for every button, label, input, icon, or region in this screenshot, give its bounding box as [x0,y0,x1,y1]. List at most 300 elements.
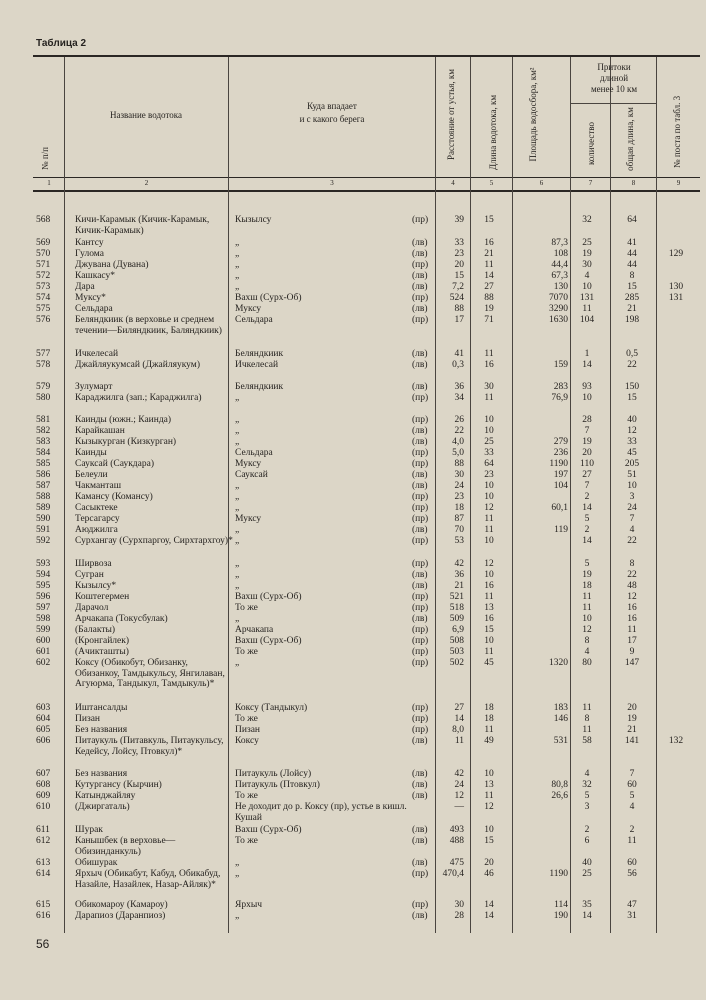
cell-n: 579 [36,382,51,392]
cell-tot: 8 [629,271,635,281]
column-number: 1 [47,179,51,187]
cell-dist: 30 [454,900,464,910]
cell-dist: — [454,802,464,812]
cell-tot: 60 [627,858,637,868]
cell-cnt: 131 [579,293,595,303]
cell-n: 585 [36,459,51,469]
header-mouth-line1: Куда впадает [307,101,357,111]
cell-name: Дарапиоз (Даранпиоз) [75,911,166,921]
cell-name: Камансу (Комансу) [75,492,153,502]
cell-cnt: 11 [582,592,592,602]
header-length: Длина водотока, км [488,94,498,170]
cell-bank: (пр) [412,514,429,524]
cell-name: Каинды [75,448,107,458]
cell-dist: 0,3 [452,360,464,370]
cell-bank: (пр) [412,725,429,735]
cell-name: Белеули [75,470,108,480]
cell-name: Кутургансу (Кырчин) [75,780,162,790]
cell-name: Сасыктеке [75,503,118,513]
cell-n: 586 [36,470,51,480]
cell-cnt: 25 [582,238,592,248]
cell-name: Карайкашан [75,426,125,436]
cell-area: 44,4 [551,260,568,270]
cell-dist: 87 [454,514,464,524]
cell-len: 14 [484,271,494,281]
cell-cnt: 40 [582,858,592,868]
column-number: 8 [631,179,636,187]
cell-n: 575 [36,304,51,314]
cell-name: Кашкасу* [75,271,116,281]
cell-bank: (пр) [412,559,429,569]
cell-into: „ [235,393,240,403]
cell-tot: 4 [629,802,635,812]
cell-tot: 205 [624,459,640,469]
cell-area: 130 [553,282,568,292]
cell-area: 3290 [549,304,568,314]
cell-name: Каинды (южн.; Каинда) [75,415,172,425]
cell-cnt: 5 [584,514,590,524]
cell-dist: 70 [454,525,464,535]
cell-len: 11 [484,349,494,359]
cell-bank: (лв) [412,614,428,624]
cell-len: 14 [484,911,494,921]
cell-into: „ [235,282,240,292]
cell-len: 88 [484,293,494,303]
column-divider [512,57,513,933]
cell-cnt: 7 [584,481,590,491]
cell-tot: 47 [627,900,637,910]
cell-name: Арчакапа (Токусбулак) [75,614,168,624]
cell-name: Сурхангау (Сурхпаргоу, Сирхтархгоу)* [75,536,233,546]
header-post-number: № поста по табл. 3 [672,95,682,168]
cell-tot: 147 [624,658,640,668]
cell-n: 594 [36,570,51,580]
column-divider [610,57,611,933]
header-mouth-line2: и с какого берега [299,114,365,124]
cell-bank: (лв) [412,304,428,314]
cell-cnt: 110 [580,459,594,469]
cell-dist: 475 [449,858,464,868]
cell-name: (Джиргаталь) [75,802,130,812]
cell-cnt: 2 [584,492,590,502]
cell-tot: 22 [627,570,637,580]
cell-area: 531 [553,736,568,746]
cell-len: 11 [484,791,494,801]
cell-into: „ [235,570,240,580]
cell-bank: (пр) [412,703,429,713]
column-divider [570,57,571,933]
cell-cnt: 25 [582,869,592,879]
cell-bank: (пр) [412,869,429,879]
cell-n: 598 [36,614,51,624]
cell-into: „ [235,437,240,447]
cell-bank: (пр) [412,459,429,469]
cell-into: Коксу (Тандыкул) [235,703,308,713]
cell-bank: (лв) [412,825,428,835]
cell-len: 30 [484,382,494,392]
cell-tot: 17 [627,636,637,646]
cell-dist: 34 [454,393,464,403]
cell-cnt: 11 [582,725,592,735]
cell-into: Сауксай [235,470,268,480]
cell-cnt: 32 [582,780,592,790]
cell-bank: (лв) [412,791,428,801]
cell-area: 197 [553,470,568,480]
cell-name: Пизан [75,714,100,724]
cell-post: 131 [668,293,684,303]
column-number: 3 [330,179,334,187]
cell-bank: (лв) [412,437,428,447]
cell-dist: 8,0 [452,725,464,735]
cell-cnt: 8 [584,714,590,724]
cell-name: Ярхыч (Обикабут, Кабуд, Обикабуд, Назайле, Назайлек, Назар-Айляк)* [75,869,221,890]
header-name: Название водотока [110,110,182,120]
cell-tot: 3 [629,492,635,502]
cell-into: „ [235,614,240,624]
cell-len: 45 [484,658,494,668]
cell-n: 590 [36,514,51,524]
cell-tot: 45 [627,448,637,458]
cell-into: Беляндкиик [235,382,284,392]
cell-n: 589 [36,503,51,513]
page-number: 56 [36,937,50,951]
cell-len: 16 [484,581,494,591]
cell-area: 1320 [549,658,568,668]
cell-dist: 493 [449,825,464,835]
cell-cnt: 5 [584,791,590,801]
cell-len: 10 [484,570,494,580]
cell-dist: 41 [454,349,464,359]
cell-n: 584 [36,448,51,458]
cell-dist: 53 [454,536,464,546]
cell-tot: 8 [629,559,635,569]
cell-bank: (пр) [412,415,429,425]
cell-bank: (пр) [412,536,429,546]
cell-dist: 27 [454,703,464,713]
cell-into: Вахш (Сурх-Об) [235,636,302,646]
cell-len: 11 [484,393,494,403]
cell-dist: 12 [454,791,464,801]
cell-tot: 141 [624,736,640,746]
cell-cnt: 1 [584,349,590,359]
cell-tot: 11 [627,836,637,846]
cell-tot: 22 [627,360,637,370]
cell-n: 592 [36,536,51,546]
header-tributaries-line3: менее 10 км [590,84,638,94]
cell-dist: 24 [454,780,464,790]
cell-n: 588 [36,492,51,502]
cell-dist: 508 [449,636,464,646]
cell-len: 11 [484,525,494,535]
cell-cnt: 4 [584,647,590,657]
cell-into: „ [235,249,240,259]
cell-into: „ [235,492,240,502]
cell-name: Обишурак [75,858,118,868]
cell-len: 13 [484,780,494,790]
cell-into: Не доходит до р. Коксу (пр), устье в кишл. Кушай [235,802,407,823]
cell-cnt: 10 [582,393,592,403]
cell-cnt: 8 [584,636,590,646]
cell-cnt: 93 [582,382,592,392]
header-total-length: общая длина, км [625,107,635,171]
cell-n: 568 [36,215,51,225]
cell-dist: 88 [454,304,464,314]
cell-bank: (лв) [412,780,428,790]
cell-bank: (лв) [412,736,428,746]
cell-name: Чакманташ [75,481,122,491]
cell-bank: (лв) [412,769,428,779]
cell-bank: (лв) [412,271,428,281]
cell-cnt: 12 [582,625,592,635]
cell-into: „ [235,525,240,535]
cell-into: То же [235,791,258,801]
column-number: 5 [489,179,494,187]
cell-n: 600 [36,636,51,646]
cell-len: 11 [484,260,494,270]
cell-bank: (пр) [412,714,429,724]
cell-cnt: 7 [584,426,590,436]
cell-n: 576 [36,315,51,325]
cell-len: 16 [484,614,494,624]
cell-name: Коксу (Обикобут, Обизанку, Обизанкоу, Тамдыкульсу, Янгилаван, Агуюрма, Тандыкул, Тамдыкуль)* [75,658,225,689]
cell-n: 605 [36,725,51,735]
cell-bank: (пр) [412,260,429,270]
cell-dist: 521 [449,592,464,602]
cell-tot: 60 [627,780,637,790]
cell-tot: 285 [624,293,640,303]
cell-cnt: 104 [579,315,595,325]
cell-cnt: 3 [584,802,590,812]
cell-n: 595 [36,581,51,591]
cell-tot: 9 [629,647,635,657]
cell-len: 10 [484,426,494,436]
cell-cnt: 14 [582,503,592,513]
cell-dist: 28 [454,911,464,921]
cell-dist: 88 [454,459,464,469]
cell-tot: 12 [627,426,637,436]
cell-area: 76,9 [551,393,568,403]
cell-dist: 26 [454,415,464,425]
cell-area: 283 [553,382,568,392]
cell-name: Сельдара [75,304,113,314]
cell-name: Кантсу [75,238,104,248]
cell-into: „ [235,426,240,436]
cell-dist: 42 [454,769,464,779]
cell-cnt: 58 [582,736,592,746]
cell-cnt: 2 [584,525,590,535]
cell-name: Гулома [75,249,104,259]
cell-tot: 41 [627,238,637,248]
cell-into: Питаукуль (Птовкул) [235,780,320,790]
cell-dist: 503 [449,647,464,657]
cell-into: „ [235,271,240,281]
cell-dist: 6,9 [452,625,464,635]
cell-tot: 15 [627,282,637,292]
cell-len: 10 [484,481,494,491]
cell-len: 10 [484,769,494,779]
cell-name: Канышбек (в верховье—Обизинданкуль) [75,836,176,857]
cell-n: 582 [36,426,51,436]
cell-bank: (лв) [412,426,428,436]
cell-tot: 5 [629,791,635,801]
cell-area: 114 [554,900,568,910]
cell-into: Вахш (Сурх-Об) [235,825,302,835]
cell-cnt: 35 [582,900,592,910]
cell-cnt: 80 [582,658,592,668]
cell-cnt: 6 [584,836,590,846]
cell-cnt: 4 [584,271,590,281]
cell-tot: 16 [627,614,637,624]
cell-into: Пизан [235,725,260,735]
cell-len: 15 [484,836,494,846]
cell-len: 18 [484,714,494,724]
cell-cnt: 5 [584,559,590,569]
table-caption: Таблица 2 [36,38,87,49]
cell-n: 577 [36,349,51,359]
header-count: количество [586,122,596,165]
cell-into: То же [235,647,258,657]
cell-name: Сауксай (Саукдара) [75,459,154,469]
cell-cnt: 14 [582,360,592,370]
cell-cnt: 2 [584,825,590,835]
cell-cnt: 14 [582,911,592,921]
cell-name: Питаукуль (Питавкуль, Питаукульсу, Кедейсу, Лойсу, Птовкул)* [75,736,224,757]
cell-bank: (лв) [412,525,428,535]
cell-into: „ [235,503,240,513]
cell-len: 13 [484,603,494,613]
cell-tot: 12 [627,592,637,602]
cell-name: Коштегермен [75,592,130,602]
cell-bank: (лв) [412,570,428,580]
cell-n: 581 [36,415,51,425]
cell-len: 11 [484,725,494,735]
cell-dist: 36 [454,382,464,392]
cell-n: 587 [36,481,51,491]
cell-dist: 36 [454,570,464,580]
cell-bank: (лв) [412,858,428,868]
cell-n: 613 [36,858,51,868]
cell-dist: 21 [454,581,464,591]
cell-n: 611 [36,825,50,835]
cell-name: Ичкелесай [75,349,119,359]
cell-bank: (пр) [412,448,429,458]
cell-into: Вахш (Сурх-Об) [235,592,302,602]
cell-dist: 509 [449,614,464,624]
cell-tot: 4 [629,525,635,535]
column-divider [470,57,471,933]
cell-n: 574 [36,293,51,303]
cell-into: „ [235,260,240,270]
cell-tot: 150 [624,382,640,392]
cell-len: 21 [484,249,494,259]
cell-n: 583 [36,437,51,447]
cell-dist: 23 [454,492,464,502]
cell-len: 27 [484,282,494,292]
cell-tot: 0,5 [626,349,638,359]
cell-cnt: 11 [582,304,592,314]
cell-n: 610 [36,802,51,812]
cell-dist: 5,0 [452,448,464,458]
cell-dist: 502 [449,658,464,668]
cell-tot: 2 [629,825,635,835]
cell-name: Терсагарсу [75,514,120,524]
cell-n: 614 [36,869,51,879]
cell-bank: (лв) [412,238,428,248]
cell-area: 236 [553,448,568,458]
cell-bank: (пр) [412,592,429,602]
cell-post: 130 [668,282,684,292]
cell-len: 10 [484,536,494,546]
cell-area: 67,3 [551,271,568,281]
cell-dist: 524 [449,293,464,303]
cell-area: 1190 [549,459,568,469]
cell-len: 23 [484,470,494,480]
cell-dist: 15 [454,271,464,281]
cell-name: Караджилга (зап.; Караджилга) [75,393,202,403]
cell-len: 14 [484,900,494,910]
cell-into: То же [235,836,258,846]
cell-tot: 7 [629,514,635,524]
column-number: 9 [676,179,681,187]
cell-tot: 11 [627,625,637,635]
table-top-rule [33,55,700,57]
cell-area: 279 [553,437,568,447]
cell-bank: (лв) [412,282,428,292]
cell-name: Аюджилга [75,525,118,535]
cell-tot: 10 [627,481,637,491]
cell-tot: 198 [624,315,640,325]
cell-n: 578 [36,360,51,370]
cell-len: 19 [484,304,494,314]
cell-len: 25 [484,437,494,447]
cell-len: 71 [484,315,494,325]
cell-cnt: 19 [582,249,592,259]
cell-into: Беляндкиик [235,349,284,359]
cell-tot: 24 [627,503,637,513]
cell-area: 1630 [549,315,568,325]
cell-into: „ [235,481,240,491]
cell-area: 60,1 [551,503,568,513]
cell-bank: (пр) [412,900,429,910]
cell-area: 104 [553,481,568,491]
cell-area: 7070 [549,293,568,303]
cell-cnt: 18 [582,581,592,591]
cell-tot: 31 [627,911,637,921]
cell-bank: (пр) [412,636,429,646]
cell-bank: (пр) [412,315,429,325]
cell-len: 10 [484,636,494,646]
cell-len: 12 [484,559,494,569]
cell-name: Кызылсу* [75,581,117,591]
cell-into: „ [235,858,240,868]
cell-len: 16 [484,238,494,248]
cell-bank: (пр) [412,647,429,657]
cell-n: 608 [36,780,51,790]
cell-area: 159 [553,360,568,370]
column-number: 7 [588,179,593,187]
cell-tot: 20 [627,703,637,713]
cell-cnt: 20 [582,448,592,458]
cell-len: 15 [484,215,494,225]
cell-into: Муксу [235,304,262,314]
cell-dist: 488 [449,836,464,846]
cell-len: 11 [484,592,494,602]
cell-area: 146 [553,714,568,724]
cell-into: Муксу [235,514,262,524]
cell-area: 80,8 [551,780,568,790]
cell-into: „ [235,415,240,425]
cell-into: Муксу [235,459,262,469]
